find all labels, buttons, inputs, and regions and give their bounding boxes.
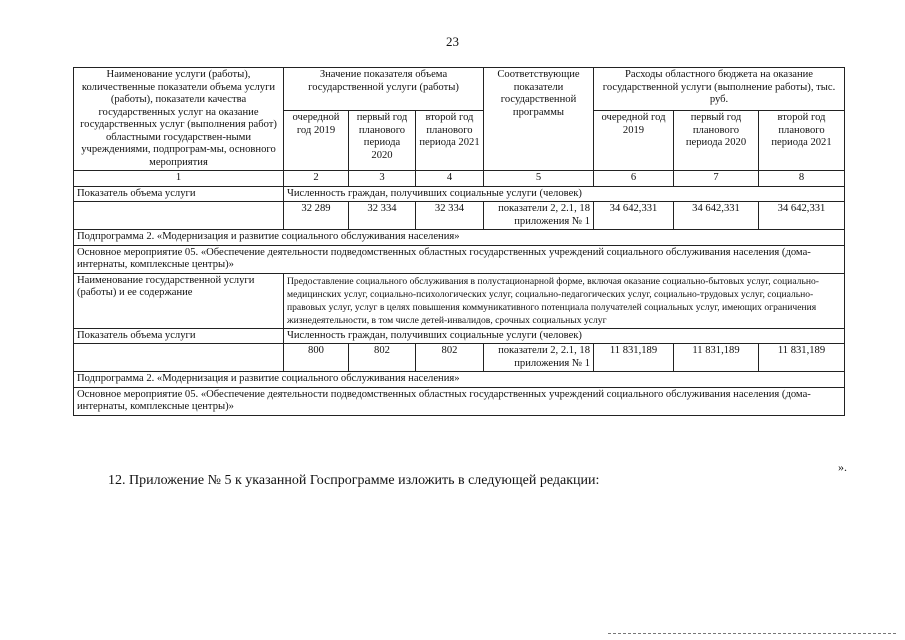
footer-divider bbox=[608, 633, 896, 634]
service-label: Наименование государственной услуги (работы) и ее содержание bbox=[74, 273, 284, 328]
table-row bbox=[74, 372, 845, 388]
expense-2021: 11 831,189 bbox=[759, 344, 845, 372]
header-row-1 bbox=[74, 68, 845, 111]
header-expense-2021: второй год планового периода 2021 bbox=[759, 111, 845, 171]
program-indicators: показатели 2, 2.1, 18 приложения № 1 bbox=[484, 202, 594, 230]
table-row bbox=[74, 202, 845, 230]
value-2020: 32 334 bbox=[349, 202, 416, 230]
column-number: 2 bbox=[284, 171, 349, 187]
header-value-group: Значение показателя объема государственной услуги (работы) bbox=[284, 68, 484, 111]
indicator-label: Показатель объема услуги bbox=[74, 328, 284, 344]
expense-2020: 11 831,189 bbox=[674, 344, 759, 372]
empty-cell bbox=[74, 344, 284, 372]
column-number: 6 bbox=[594, 171, 674, 187]
expense-2019: 11 831,189 bbox=[594, 344, 674, 372]
header-expense-2020: первый год планового периода 2020 bbox=[674, 111, 759, 171]
main-event-title: Основное мероприятие 05. «Обеспечение деятельности подведомственных областных государственных учреждений социального обслуживания населения (дома-интернаты, комплексные центры)» bbox=[74, 245, 845, 273]
expense-2019: 34 642,331 bbox=[594, 202, 674, 230]
column-number: 8 bbox=[759, 171, 845, 187]
table-row bbox=[74, 387, 845, 415]
indicators-table bbox=[73, 67, 845, 416]
indicator-label: Показатель объема услуги bbox=[74, 186, 284, 202]
subprogram-title: Подпрограмма 2. «Модернизация и развитие социального обслуживания населения» bbox=[74, 372, 845, 388]
value-2021: 802 bbox=[416, 344, 484, 372]
value-2019: 800 bbox=[284, 344, 349, 372]
header-year-2020: первый год планового периода 2020 bbox=[349, 111, 416, 171]
column-number: 4 bbox=[416, 171, 484, 187]
expense-2020: 34 642,331 bbox=[674, 202, 759, 230]
indicator-value: Численность граждан, получивших социальные услуги (человек) bbox=[284, 186, 845, 202]
header-year-2021: второй год планового периода 2021 bbox=[416, 111, 484, 171]
header-program-indicators: Соответствующие показатели государственной программы bbox=[484, 68, 594, 171]
table-row bbox=[74, 245, 845, 273]
expense-2021: 34 642,331 bbox=[759, 202, 845, 230]
column-number: 3 bbox=[349, 171, 416, 187]
header-expense-group: Расходы областного бюджета на оказание государственной услуги (выполнение работы), тыс. руб. bbox=[594, 68, 845, 111]
table-row bbox=[74, 344, 845, 372]
indicator-value: Численность граждан, получивших социальные услуги (человек) bbox=[284, 328, 845, 344]
subprogram-title: Подпрограмма 2. «Модернизация и развитие социального обслуживания населения» bbox=[74, 230, 845, 246]
column-number: 7 bbox=[674, 171, 759, 187]
column-number-row bbox=[74, 171, 845, 187]
program-indicators: показатели 2, 2.1, 18 приложения № 1 bbox=[484, 344, 594, 372]
table-row bbox=[74, 273, 845, 328]
page-number: 23 bbox=[446, 34, 459, 49]
header-year-2019: очередной год 2019 bbox=[284, 111, 349, 171]
header-service-name: Наименование услуги (работы), количественные показатели объема услуги (работы), показатели качества государственных услуг на оказание государственных услуг (выполнения работ) областными государствен-ными учреждениями, подпрограм-мы, основного мероприятия bbox=[74, 68, 284, 171]
value-2021: 32 334 bbox=[416, 202, 484, 230]
empty-cell bbox=[74, 202, 284, 230]
table-row bbox=[74, 186, 845, 202]
column-number: 5 bbox=[484, 171, 594, 187]
table-row bbox=[74, 328, 845, 344]
value-2020: 802 bbox=[349, 344, 416, 372]
closing-quote-mark: ». bbox=[838, 460, 847, 474]
column-number: 1 bbox=[74, 171, 284, 187]
table-row bbox=[74, 230, 845, 246]
service-description: Предоставление социального обслуживания в полустационарной форме, включая оказание социально-бытовых услуг, социально-медицинских услуг, социально-психологических услуг, социально-педагогических услуг, социально-трудовых услуг, социально-правовых услуг, услуг в целях повышения коммуникативного потенциала получателей социальных услуг, имеющих ограничения жизнедеятельности, в том числе детей-инвалидов, срочных социальных услуг bbox=[284, 273, 845, 328]
header-expense-2019: очередной год 2019 bbox=[594, 111, 674, 171]
value-2019: 32 289 bbox=[284, 202, 349, 230]
main-event-title: Основное мероприятие 05. «Обеспечение деятельности подведомственных областных государственных учреждений социального обслуживания населения (дома-интернаты, комплексные центры)» bbox=[74, 387, 845, 415]
amendment-paragraph: 12. Приложение № 5 к указанной Госпрограмме изложить в следующей редакции: bbox=[108, 473, 600, 488]
